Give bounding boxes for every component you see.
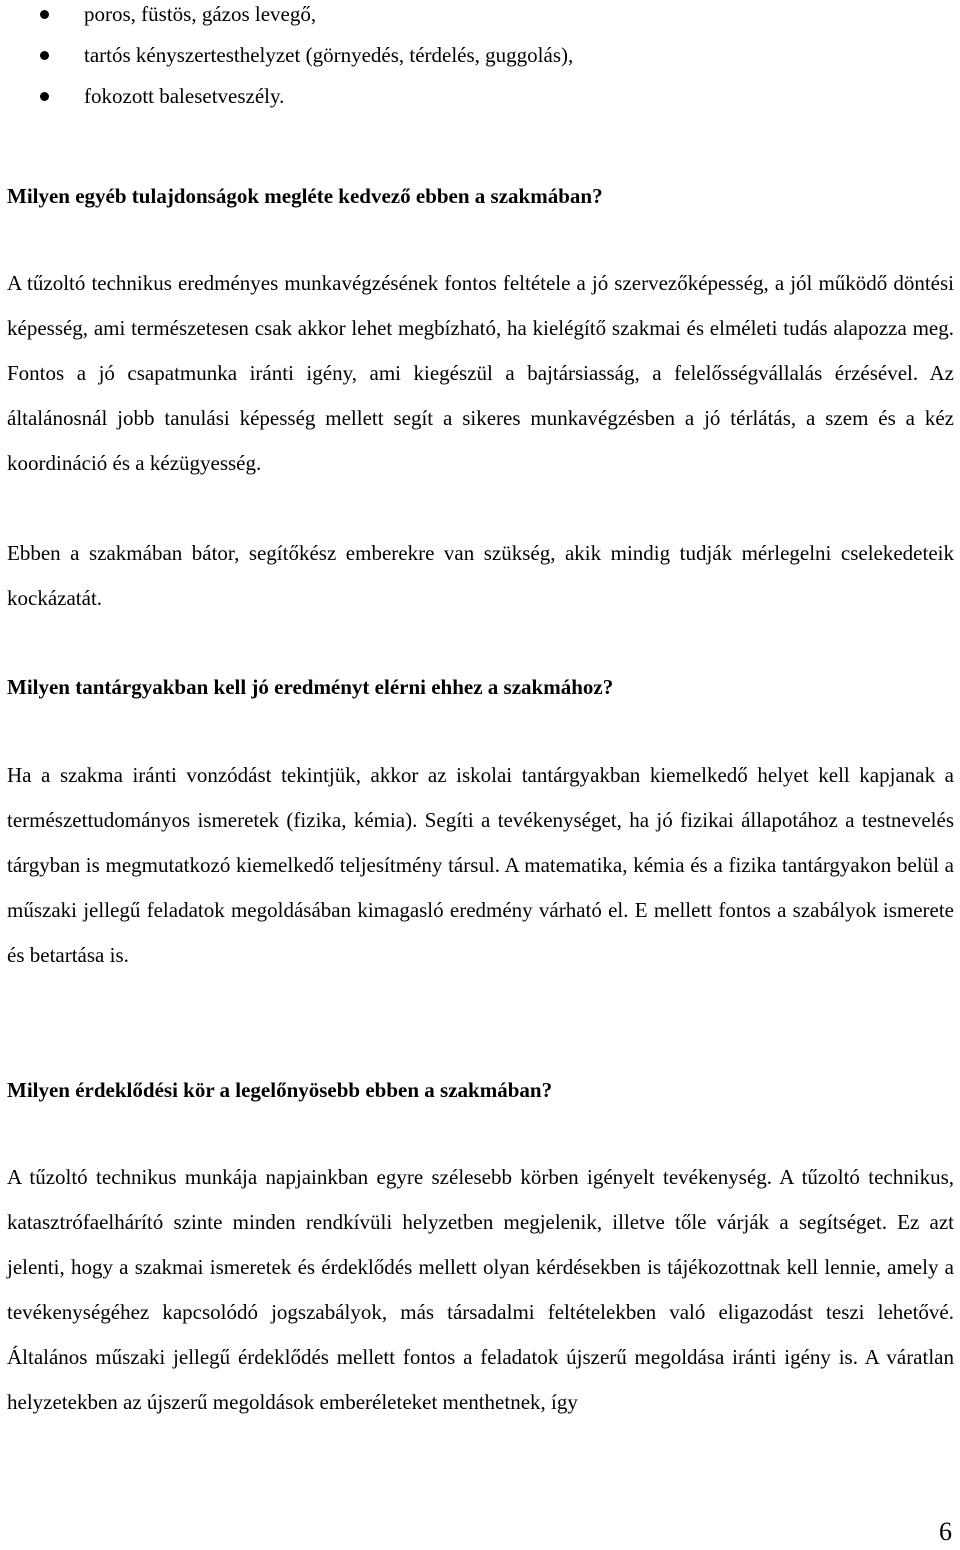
- section-heading-subjects: Milyen tantárgyakban kell jó eredményt elérni ehhez a szakmához?: [7, 675, 614, 699]
- bullet-text: fokozott balesetveszély.: [84, 84, 285, 108]
- bullet-text: tartós kényszertesthelyzet (görnyedés, térdelés, guggolás),: [84, 43, 574, 67]
- paragraph-subjects: Ha a szakma iránti vonzódást tekintjük, akkor az iskolai tantárgyakban kiemelkedő helyet kell kapjanak a természettudományos ismeretek (fizika, kémia). Segíti a tevékenységet, ha jó fizikai állapotához a testnevelés tárgyban is megmutatkozó kiemelkedő teljesítmény társul. A matematika, kémia és a fizika tantárgyakon belül a műszaki jellegű feladatok megoldásában kimagasló eredmény várható el. E mellett fontos a szabályok ismerete és betartása is.: [7, 763, 954, 967]
- paragraph-bravery: Ebben a szakmában bátor, segítőkész emberekre van szükség, akik mindig tudják mérlegelni cselekedeteik kockázatát.: [7, 541, 954, 610]
- bullet-dot-icon: [40, 10, 49, 19]
- hazard-bullet-list: [0, 0, 960, 117]
- bullet-item: [0, 76, 960, 117]
- bullet-item: [0, 35, 960, 76]
- section-heading-qualities: Milyen egyéb tulajdonságok megléte kedvező ebben a szakmában?: [7, 184, 603, 208]
- paragraph-interests: A tűzoltó technikus munkája napjainkban egyre szélesebb körben igényelt tevékenység. A tűzoltó technikus, katasztrófaelhárító szinte minden rendkívüli helyzetben megjelenik, illetve tőle várják a segítséget. Ez azt jelenti, hogy a szakmai ismeretek és érdeklődés mellett olyan kérdésekben is tájékozottnak kell lennie, amely a tevékenységéhez kapcsolódó jogszabályok, más társadalmi feltételekben való eligazodást teszi lehetővé. Általános műszaki jellegű érdeklődés mellett fontos a feladatok újszerű megoldása iránti igény is. A váratlan helyzetekben az újszerű megoldások emberéleteket menthetnek, így: [7, 1165, 954, 1414]
- bullet-text: poros, füstös, gázos levegő,: [84, 2, 317, 26]
- bullet-dot-icon: [40, 92, 49, 101]
- bullet-item: [0, 0, 960, 35]
- bullet-dot-icon: [40, 51, 49, 60]
- section-heading-interests: Milyen érdeklődési kör a legelőnyösebb ebben a szakmában?: [7, 1078, 553, 1102]
- paragraph-qualities: A tűzoltó technikus eredményes munkavégzésének fontos feltétele a jó szervezőképesség, a jól működő döntési képesség, ami természetesen csak akkor lehet megbízható, ha kielégítő szakmai és elméleti tudás alapozza meg. Fontos a jó csapatmunka iránti igény, ami kiegészül a bajtársiasság, a felelősségvállalás érzésével. Az általánosnál jobb tanulási képesség mellett segít a sikeres munkavégzésben a jó térlátás, a szem és a kéz koordináció és a kézügyesség.: [7, 271, 954, 475]
- page-number: 6: [939, 1517, 952, 1546]
